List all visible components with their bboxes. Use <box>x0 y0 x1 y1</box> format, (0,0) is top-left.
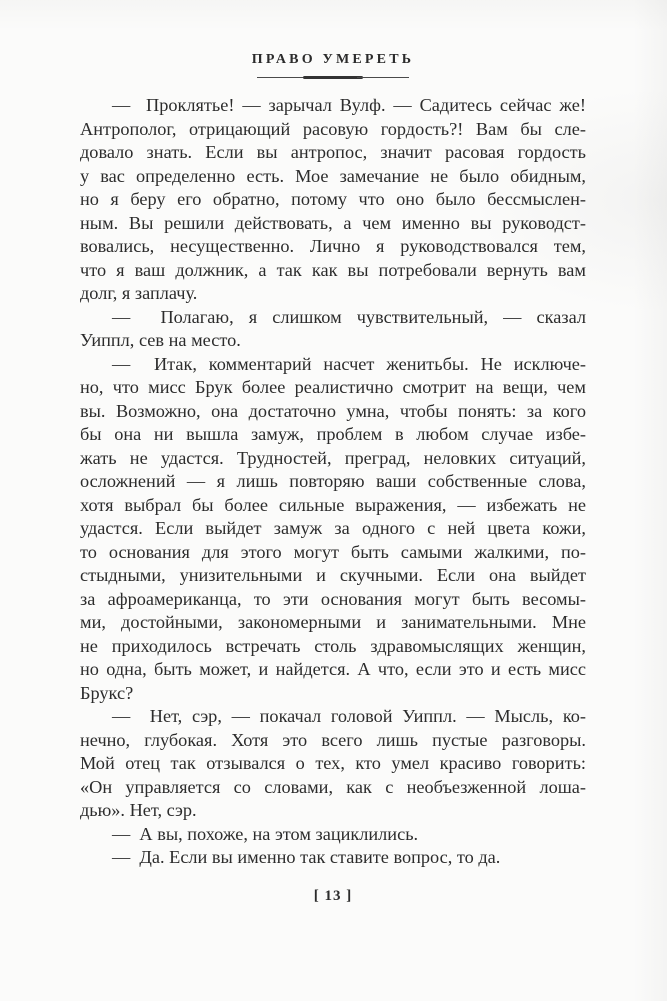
text-line: «Он управляется со словами, как с необъезженной лоша- <box>80 776 586 797</box>
text-line: что я ваш должник, а так как вы потребовали вернуть вам <box>80 259 586 280</box>
text-line: то основания для этого могут быть самыми жалкими, по- <box>80 541 586 562</box>
text-line: вы. Возможно, она достаточно умна, чтобы понять: за кого <box>80 400 586 421</box>
paragraph <box>80 823 586 847</box>
text-line: но, что мисс Брук более реалистично смотрит на вещи, чем <box>80 377 586 397</box>
text-line: — Полагаю, я слишком чувствительный, — сказал <box>112 306 586 327</box>
text-line: дью». Нет, сэр. <box>80 800 197 820</box>
text-line: Брукс? <box>80 682 134 703</box>
text-line: не приходилось встречать столь здравомыслящих женщин, <box>80 635 586 656</box>
rule-center-bar <box>303 76 363 79</box>
text-line: но одна, быть может, и найдется. А что, если это и есть мисс <box>80 659 586 679</box>
text-line: удастся. Если выйдет замуж за одного с ней цвета кожи, <box>80 518 586 538</box>
text-line: — Да. Если вы именно так ставите вопрос, то да. <box>112 847 501 867</box>
text-line: довало знать. Если вы антропос, значит расовая гордость <box>80 142 586 162</box>
text-line: осложнений — я лишь повторяю ваши собственные слова, <box>80 471 586 491</box>
text-line: жать не удастся. Трудностей, преград, неловких ситуаций, <box>80 447 586 468</box>
text-line: — А вы, похоже, на этом зациклились. <box>112 823 419 844</box>
paragraph <box>80 846 586 870</box>
text-line: долг, я заплачу. <box>80 283 198 303</box>
text-line: хотя выбрал бы более сильные выражения, — избежать не <box>80 494 586 515</box>
rule-line-right <box>357 77 409 78</box>
text-line: бы она ни вышла замуж, проблем в любом случае избе- <box>80 424 586 444</box>
text-line: вовались, несущественно. Лично я руководствовался тем, <box>80 236 586 256</box>
paragraph <box>80 306 586 353</box>
text-line: ми, достойными, закономерными и занимательными. Мне <box>80 612 586 632</box>
page-footer <box>80 888 586 904</box>
text-line: ным. Вы решили действовать, а чем именно вы руководст- <box>80 212 586 233</box>
ornament-rule <box>257 76 409 79</box>
paragraph <box>80 353 586 706</box>
text-line: — Проклятье! — зарычал Вулф. — Садитесь сейчас же! <box>112 95 586 115</box>
paragraph <box>80 94 586 306</box>
body-text <box>80 94 586 870</box>
rule-line-left <box>257 77 309 78</box>
text-line: у вас определенно есть. Мое замечание не было обидным, <box>80 165 586 186</box>
page-number: [ 13 ] <box>313 887 353 904</box>
text-line: — Итак, комментарий насчет женитьбы. Не исключе- <box>112 353 586 374</box>
paragraph <box>80 705 586 823</box>
running-title: ПРАВО УМЕРЕТЬ <box>251 52 415 67</box>
text-line: стыдными, унизительными и скучными. Если она выйдет <box>80 565 586 585</box>
text-line: Антрополог, отрицающий расовую гордость?! Вам бы сле- <box>80 118 586 139</box>
text-line: нечно, глубокая. Хотя это всего лишь пустые разговоры. <box>80 729 586 750</box>
text-line: Уиппл, сев на место. <box>80 330 241 350</box>
text-line: но я беру его обратно, потому что оно было бессмыслен- <box>80 189 586 209</box>
text-line: Мой отец так отзывался о тех, кто умел красиво говорить: <box>80 753 586 773</box>
text-line: за афроамериканца, то эти основания могут быть весомы- <box>80 588 586 609</box>
page-header <box>80 52 586 79</box>
text-line: — Нет, сэр, — покачал головой Уиппл. — Мысль, ко- <box>112 706 586 726</box>
